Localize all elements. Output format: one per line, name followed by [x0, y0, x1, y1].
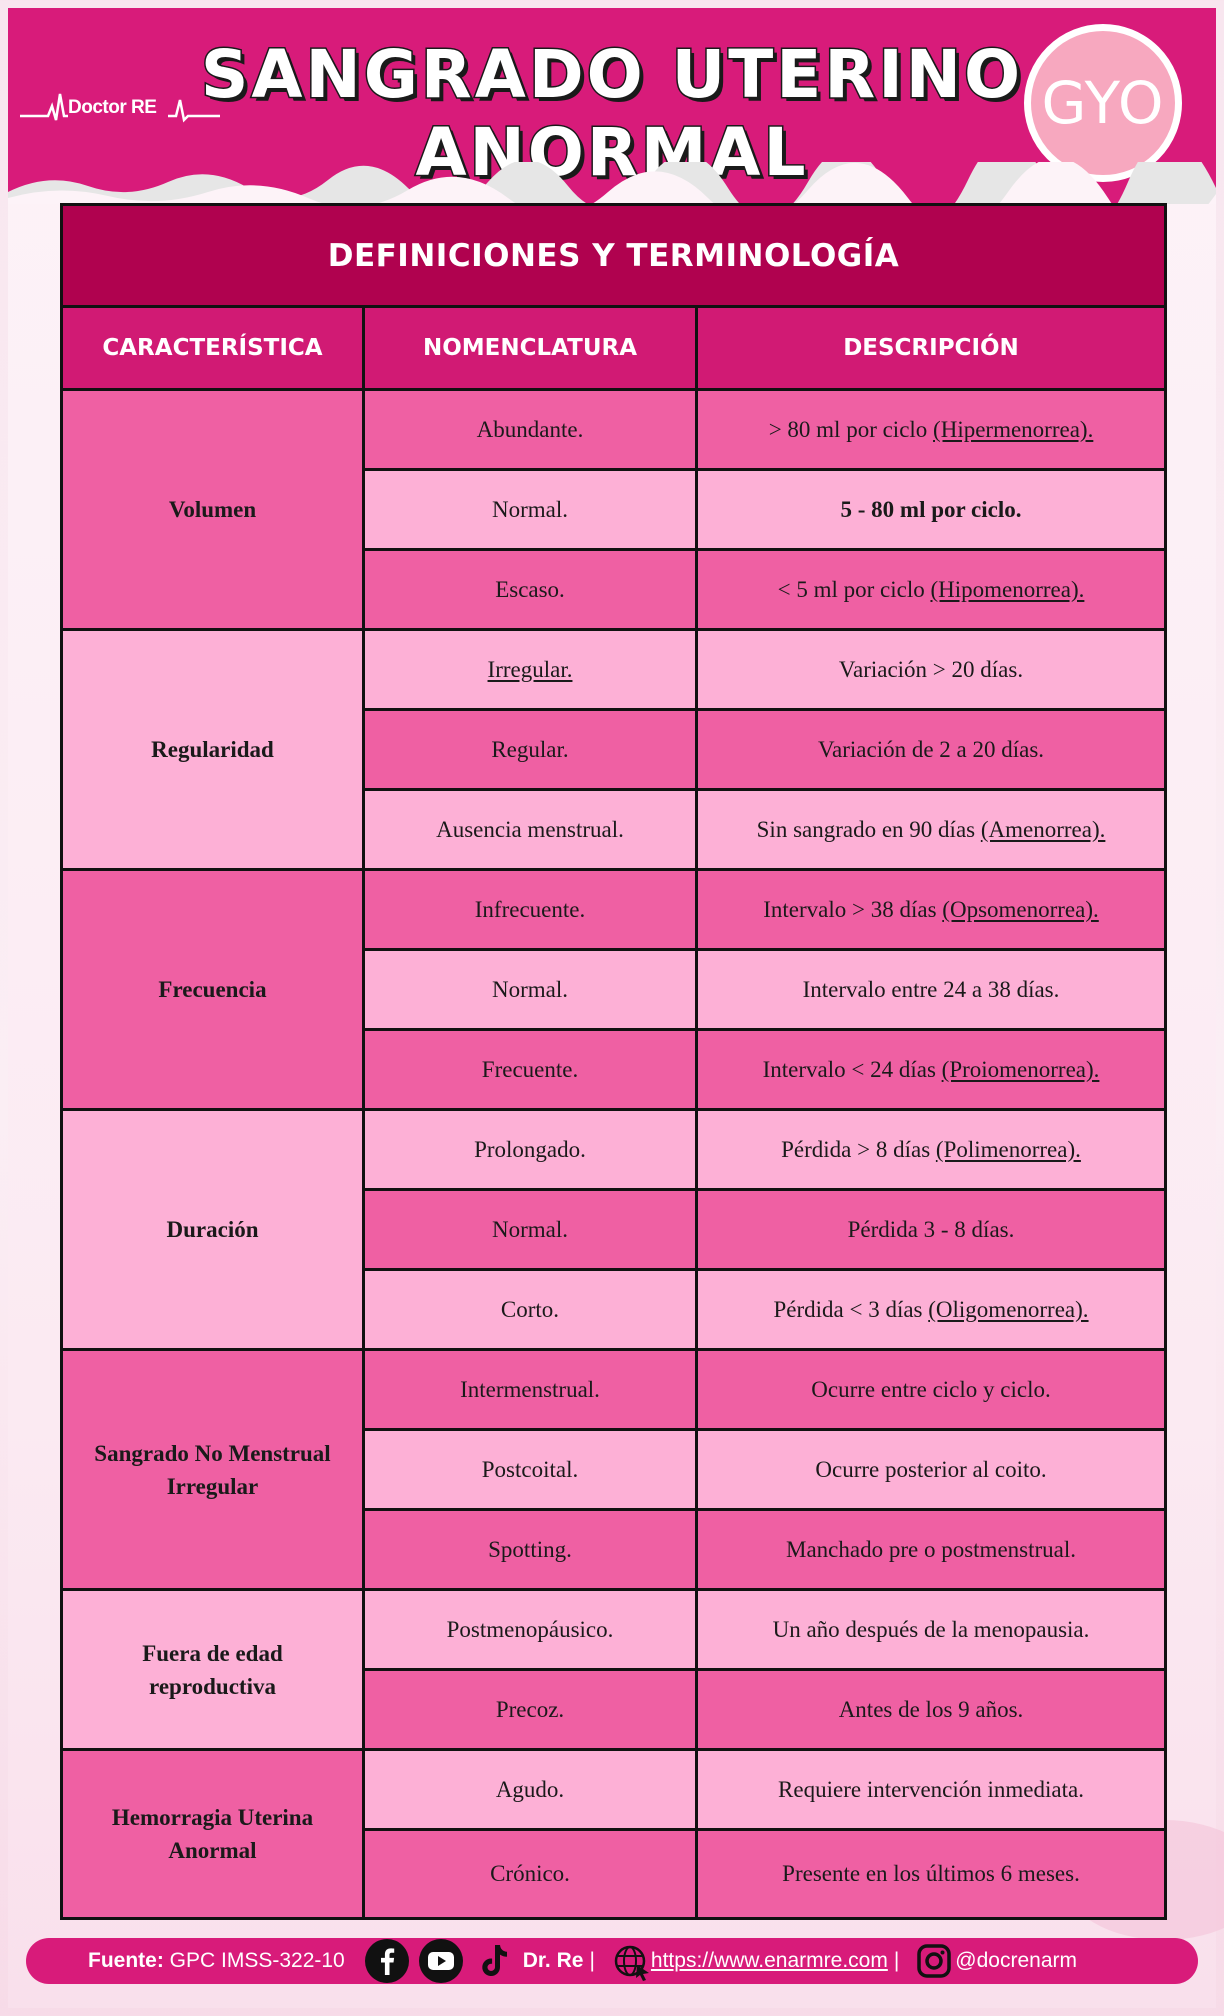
source-citation — [88, 1949, 345, 1973]
description-cell: 5 - 80 ml por ciclo. — [697, 470, 1166, 550]
separator: | — [589, 1949, 595, 1972]
footer-bar — [26, 1938, 1198, 1984]
table-row — [62, 630, 1166, 710]
nomenclature-cell: Precoz. — [364, 1670, 697, 1750]
description-text: > 80 ml por ciclo — [768, 416, 934, 442]
description-cell: Variación de 2 a 20 días. — [697, 710, 1166, 790]
characteristic-line-1: Fuera de edad — [142, 1640, 283, 1666]
youtube-icon[interactable] — [419, 1939, 463, 1983]
instagram-icon[interactable] — [915, 1939, 955, 1983]
description-cell — [697, 1030, 1166, 1110]
nomenclature-cell: Prolongado. — [364, 1110, 697, 1190]
characteristic-cell — [62, 1350, 364, 1590]
description-text: Pérdida > 8 días — [781, 1136, 936, 1162]
nomenclature-cell — [364, 630, 697, 710]
description-cell: Presente en los últimos 6 meses. — [697, 1830, 1166, 1919]
description-cell: Ocurre entre ciclo y ciclo. — [697, 1350, 1166, 1430]
website-link[interactable]: https://www.enarmre.com — [650, 1949, 888, 1972]
nomenclature-cell: Normal. — [364, 470, 697, 550]
characteristic-line-2: Irregular — [166, 1473, 259, 1499]
description-cell: Variación > 20 días. — [697, 630, 1166, 710]
description-cell: Un año después de la menopausia. — [697, 1590, 1166, 1670]
table-title: DEFINICIONES Y TERMINOLOGÍA — [62, 205, 1166, 307]
header-wave-divider — [8, 162, 1216, 204]
definitions-table-wrapper — [60, 203, 1164, 1920]
characteristic-line-2: Anormal — [168, 1838, 257, 1863]
gyo-badge: GYO — [1024, 24, 1182, 182]
nomenclature-cell: Normal. — [364, 1190, 697, 1270]
nomenclature-cell: Escaso. — [364, 550, 697, 630]
description-text: < 5 ml por ciclo — [777, 576, 931, 602]
nomenclature-cell: Ausencia menstrual. — [364, 790, 697, 870]
nomenclature-cell: Intermenstrual. — [364, 1350, 697, 1430]
description-cell: Intervalo entre 24 a 38 días. — [697, 950, 1166, 1030]
description-text: Pérdida < 3 días — [773, 1296, 929, 1322]
term-text: (Opsomenorrea). — [942, 896, 1099, 922]
separator: | — [893, 1949, 900, 1972]
characteristic-line-2: reproductiva — [149, 1673, 276, 1699]
description-text: Intervalo > 38 días — [763, 896, 943, 922]
title-line-1: SANGRADO UTERINO — [200, 36, 1024, 113]
characteristic-cell — [62, 1590, 364, 1750]
description-cell: Antes de los 9 años. — [697, 1670, 1166, 1750]
column-header-characteristic: CARACTERÍSTICA — [62, 307, 364, 390]
term-text: (Hipermenorrea). — [933, 416, 1094, 442]
characteristic-cell — [62, 1750, 364, 1919]
nomenclature-cell: Corto. — [364, 1270, 697, 1350]
term-text: (Polimenorrea). — [935, 1136, 1081, 1162]
title-line-2: ANORMAL — [415, 114, 809, 191]
description-cell — [697, 1270, 1166, 1350]
term-text: (Oligomenorrea). — [928, 1296, 1089, 1322]
description-cell — [697, 390, 1166, 470]
nomenclature-cell: Normal. — [364, 950, 697, 1030]
column-header-description: DESCRIPCIÓN — [697, 307, 1166, 390]
description-cell — [697, 1110, 1166, 1190]
header-banner — [8, 8, 1216, 204]
table-row — [62, 1590, 1166, 1670]
table-row — [62, 1350, 1166, 1430]
term-text: (Hipomenorrea). — [930, 576, 1085, 602]
nomenclature-cell: Infrecuente. — [364, 870, 697, 950]
nomenclature-cell: Abundante. — [364, 390, 697, 470]
description-text: Sin sangrado en 90 días — [756, 816, 981, 842]
nomenclature-cell: Postmenopáusico. — [364, 1590, 697, 1670]
description-cell: Pérdida 3 - 8 días. — [697, 1190, 1166, 1270]
nomenclature-cell: Frecuente. — [364, 1030, 697, 1110]
nomenclature-cell: Agudo. — [364, 1750, 697, 1830]
instagram-handle[interactable]: @docrenarm — [955, 1949, 1077, 1972]
description-text: Intervalo < 24 días — [762, 1056, 942, 1082]
characteristic-cell: Frecuencia — [62, 870, 364, 1110]
description-cell — [697, 550, 1166, 630]
characteristic-line-1: Sangrado No Menstrual — [94, 1440, 331, 1466]
table-row — [62, 870, 1166, 950]
nomenclature-cell: Regular. — [364, 710, 697, 790]
nomenclature-cell: Postcoital. — [364, 1430, 697, 1510]
characteristic-cell: Regularidad — [62, 630, 364, 870]
table-row — [62, 390, 1166, 470]
description-cell: Manchado pre o postmenstrual. — [697, 1510, 1166, 1590]
source-value: GPC IMSS-322-10 — [169, 1949, 345, 1972]
characteristic-line-1: Hemorragia Uterina — [111, 1805, 314, 1830]
description-cell — [697, 870, 1166, 950]
brand-name: Dr. Re — [522, 1949, 584, 1972]
nomenclature-cell: Spotting. — [364, 1510, 697, 1590]
term-text: (Proiomenorrea). — [941, 1056, 1100, 1082]
term-text: (Amenorrea). — [980, 816, 1106, 842]
definitions-table — [60, 203, 1167, 1920]
description-cell — [697, 790, 1166, 870]
nomenclature-text: Irregular. — [487, 656, 573, 682]
description-cell: Ocurre posterior al coito. — [697, 1430, 1166, 1510]
characteristic-cell: Duración — [62, 1110, 364, 1350]
tiktok-icon[interactable] — [473, 1939, 513, 1983]
facebook-icon[interactable] — [365, 1939, 409, 1983]
table-row — [62, 1110, 1166, 1190]
logo-text: Doctor RE — [68, 97, 157, 118]
description-cell: Requiere intervención inmediata. — [697, 1750, 1166, 1830]
characteristic-cell: Volumen — [62, 390, 364, 630]
nomenclature-cell: Crónico. — [364, 1830, 697, 1919]
column-header-nomenclature: NOMENCLATURA — [364, 307, 697, 390]
source-label: Fuente: — [88, 1949, 164, 1972]
table-row — [62, 1750, 1166, 1830]
globe-cursor-icon — [611, 1939, 651, 1983]
